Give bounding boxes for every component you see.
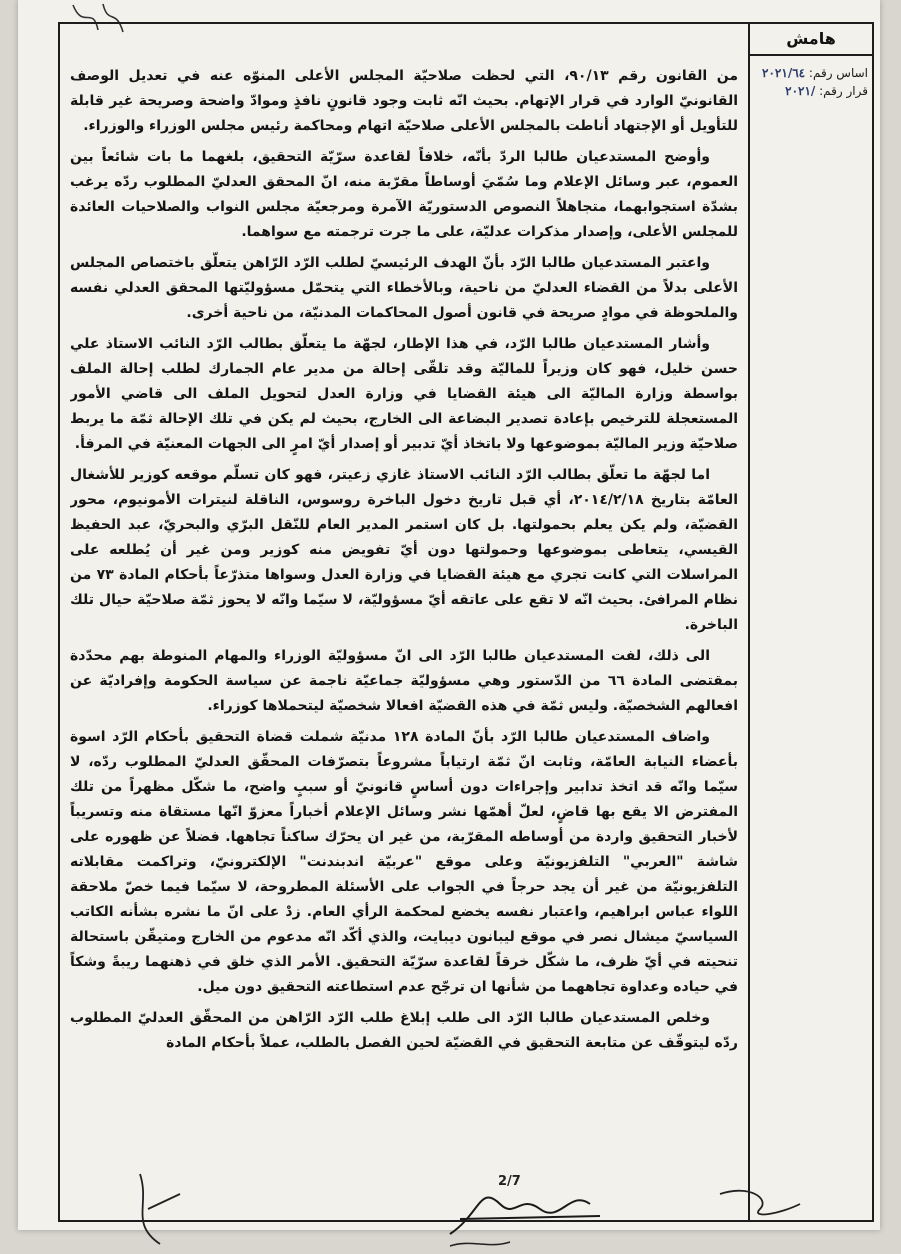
margin-divider [748, 24, 750, 1220]
paragraph: وأشار المستدعيان طالبا الرّد، في هذا الإطار، لجهّة ما يتعلّق بطالب الرّد النائب الاستاذ علي حسن خليل، فهو كان وزيراً للماليّة وقد تلقّى إحالة من مدير عام الجمارك لطلب إحالة الملف بواسطة وزارة الماليّة الى هيئة القضايا في وزارة العدل لتحويل الملف الى قاضي الأمور المستعجلة للترخيص بإعادة تصدير البضاعة الى الخارج، بحيث لم يكن في تلك الإحالة ثمّة ما يربط صلاحيّة وزير الماليّة بموضوعها ولا باتخاذ أيّ تدبير أو إصدار أيّ امرٍ الى الجهات المعنيّة في المرفأ. [70, 336, 738, 452]
basis-row [754, 64, 868, 82]
decision-label: قرار رقم: [819, 84, 868, 98]
paragraph: وخلص المستدعيان طالبا الرّد الى طلب إبلاغ طلب الرّد الرّاهن من المحقّق العدليّ المطلوب ردّه ليتوقّف عن متابعة التحقيق في القضيّة لحين الفصل بالطلب، عملاً بأحكام المادة [70, 1010, 738, 1051]
decision-value: /٢٠٢١ [785, 84, 816, 98]
page-frame [58, 22, 874, 1222]
page-number: 2/7 [498, 1174, 521, 1189]
document-body [70, 64, 738, 1104]
basis-value: ٢٠٢١/٦٤ [762, 66, 806, 80]
signatures [120, 1164, 820, 1254]
document-page [18, 0, 880, 1230]
paragraph: واعتبر المستدعيان طالبا الرّد بأنّ الهدف الرئيسيّ لطلب الرّد الرّاهن يتعلّق باختصاص المجلس الأعلى بدلاً من القضاء العدليّ من ناحية، وبالأخطاء التي يتحمّل مسؤوليّتها المحقق العدلي نفسه والملحوظة في موادٍ صريحة في قانون أصول المحاكمات المدنيّة، من ناحية أخرى. [70, 255, 738, 321]
paragraph: الى ذلك، لفت المستدعيان طالبا الرّد الى انّ مسؤوليّة الوزراء والمهام المنوطة بهم محدّدة بمقتضى المادة ٦٦ من الدّستور وهي مسؤوليّة جماعيّة ناجمة عن سياسة الحكومة وإفراديّة عن افعالهم الشخصيّة. وليس ثمّة في هذه القضيّة افعالا شخصيّة ليتحملاها كوزراء. [70, 648, 738, 714]
margin-references [754, 64, 868, 100]
paragraph: وأوضح المستدعيان طالبا الردّ بأنّه، خلافاً لقاعدة سرّيّة التحقيق، بلغهما ما بات شائعاً بين العموم، عبر وسائل الإعلام وما سُمّيَ أوساطاً مقرّبة منه، انّ المحقق العدليّ المطلوب ردّه يرغب بشدّة استجوابهما، متجاهلاً النصوص الدستوريّة الآمرة ومرجعيّة مجلس النواب والصلاحيات العائدة للمجلس الأعلى، وإصدار مذكرات عدليّة، على ما جرت ترجمته مع سواهما. [70, 149, 738, 240]
margin-header: هامش [750, 24, 872, 56]
paragraph: واضاف المستدعيان طالبا الرّد بأنّ المادة ١٢٨ مدنيّة شملت قضاة التحقيق بأحكام الرّد اسوة بأعضاء النيابة العامّة، وثابت انّ ثمّة ارتياباً مشروعاً بتصرّفات المحقّق العدليّ المطلوب ردّه، لا سيّما وانّه قد اتخذ تدابير وإجراءات دون أساسٍ قانونيّ أو سببٍ واضح، ما شكّل مظهراً من تلك المفترض الا يقع بها قاضٍ، لعلّ أهمّها نشر وسائل الإعلام أخباراً معزوّ انّها مستقاة منه وتسريباً لأخبار التحقيق واردة من أوساطه المقرّبة، من غير ان يحرّك ساكناً تجاهها. فضلاً عن ظهوره على شاشة "العربي" التلفزيونيّة وعلى موقع "عربيّة اندبندنت" الإلكترونيّ، وتراكمت مقابلاته التلفزيونيّة من غير أن يجد حرجاً في الجواب على الأسئلة المطروحة، لا سيّما فيما خصّ ملاحقة اللواء عباس ابراهيم، واعتبار نفسه يخضع لمحكمة الرأي العام. زدْ على انّ ما نشره بشأنه الكاتب السياسيّ ميشال نصر في موقع ليبانون ديبايت، والذي أكّد انّه مدعوم من الخارج ومتيقّن باستحالة تنحيته في أيّ ظرف، ما شكّل خرقاً لقاعدة سرّيّة التحقيق. الأمر الذي خلق في ذهنهما ريبةً وشكاً في حياده وعداوة تجاههما من شأنها ان ترجّح عدم استطاعته التحقيق دون ميل. [70, 729, 738, 995]
decision-row [754, 82, 868, 100]
paragraph: اما لجهّة ما تعلّق بطالب الرّد النائب الاستاذ غازي زعيتر، فهو كان تسلّم موقعه كوزير للأشغال العامّة بتاريخ ٢٠١٤/٢/١٨، أي قبل تاريخ دخول الباخرة روسوس، الناقلة لنيترات الأمونيوم، محور القضيّة، ولم يكن يعلم بحمولتها. بل كان استمر المدير العام للنّقل البرّي والبحريّ، عبد الحفيظ القيسي، يتعاطى بموضوعها وحمولتها دون أيّ تفويض منه كوزير ومن غير أن يُطلعه على المراسلات التي كانت تجري مع هيئة القضايا في وزارة العدل وسواها متذرّعاً بأحكام المادة ٧٣ من نظام المرافئ. بحيث انّه لا تقع على عاتقه أيّ مسؤوليّة، لا سيّما وانّه لا يحوز ثمّة صلاحيّة حيال تلك الباخرة. [70, 467, 738, 633]
basis-label: اساس رقم: [808, 66, 868, 80]
paragraph: من القانون رقم ٩٠/١٣، التي لحظت صلاحيّة المجلس الأعلى المنوّه عنه في تعديل الوصف القانونيّ الوارد في قرار الإتهام. بحيث انّه ثابت وجود قانونٍ نافذٍ وموادّ واضحة وصريحة غير قابلة للتأويل أو الإجتهاد أناطت بالمجلس الأعلى صلاحيّة اتهام ومحاكمة رئيس مجلس الوزراء والوزراء. [70, 68, 738, 134]
